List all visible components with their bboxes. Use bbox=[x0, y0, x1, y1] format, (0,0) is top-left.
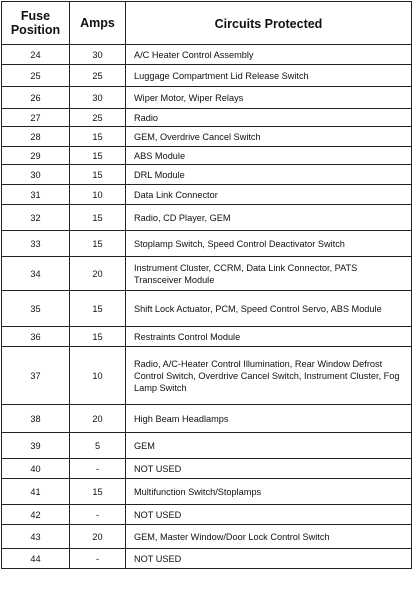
circuit-cell: Luggage Compartment Lid Release Switch bbox=[126, 65, 412, 87]
amps-cell: 20 bbox=[70, 405, 126, 433]
circuit-cell: Radio bbox=[126, 109, 412, 127]
fuse-position-cell: 31 bbox=[2, 185, 70, 205]
fuse-position-cell: 35 bbox=[2, 291, 70, 327]
circuit-cell: Multifunction Switch/Stoplamps bbox=[126, 479, 412, 505]
circuit-cell: ABS Module bbox=[126, 147, 412, 165]
fuse-position-cell: 43 bbox=[2, 525, 70, 549]
circuit-cell: Instrument Cluster, CCRM, Data Link Connector, PATS Transceiver Module bbox=[126, 257, 412, 291]
table-row bbox=[2, 549, 412, 569]
fuse-position-cell: 25 bbox=[2, 65, 70, 87]
circuit-cell: Shift Lock Actuator, PCM, Speed Control Servo, ABS Module bbox=[126, 291, 412, 327]
header-fuse-position: Fuse Position bbox=[2, 2, 70, 45]
circuit-cell: Radio, A/C-Heater Control Illumination, Rear Window Defrost Control Switch, Overdrive Cancel Switch, Instrument Cluster, Fog Lamp Switch bbox=[126, 347, 412, 405]
circuit-cell: Radio, CD Player, GEM bbox=[126, 205, 412, 231]
table-row bbox=[2, 433, 412, 459]
fuse-position-cell: 34 bbox=[2, 257, 70, 291]
circuit-cell: GEM, Master Window/Door Lock Control Switch bbox=[126, 525, 412, 549]
amps-cell: - bbox=[70, 549, 126, 569]
table-row bbox=[2, 109, 412, 127]
fuse-position-cell: 41 bbox=[2, 479, 70, 505]
fuse-position-cell: 42 bbox=[2, 505, 70, 525]
amps-cell: 15 bbox=[70, 479, 126, 505]
amps-cell: 15 bbox=[70, 165, 126, 185]
circuit-cell: Data Link Connector bbox=[126, 185, 412, 205]
table-row bbox=[2, 45, 412, 65]
table-row bbox=[2, 87, 412, 109]
fuse-position-cell: 39 bbox=[2, 433, 70, 459]
amps-cell: 5 bbox=[70, 433, 126, 459]
amps-cell: 15 bbox=[70, 205, 126, 231]
table-row bbox=[2, 231, 412, 257]
fuse-position-cell: 38 bbox=[2, 405, 70, 433]
table-row bbox=[2, 405, 412, 433]
amps-cell: - bbox=[70, 505, 126, 525]
fuse-position-cell: 28 bbox=[2, 127, 70, 147]
amps-cell: 20 bbox=[70, 525, 126, 549]
circuit-cell: NOT USED bbox=[126, 549, 412, 569]
amps-cell: 30 bbox=[70, 45, 126, 65]
amps-cell: 25 bbox=[70, 65, 126, 87]
amps-cell: 15 bbox=[70, 291, 126, 327]
table-row bbox=[2, 127, 412, 147]
circuit-cell: Stoplamp Switch, Speed Control Deactivator Switch bbox=[126, 231, 412, 257]
header-amps: Amps bbox=[70, 2, 126, 45]
amps-cell: 15 bbox=[70, 127, 126, 147]
header-circuits-protected: Circuits Protected bbox=[126, 2, 412, 45]
amps-cell: 15 bbox=[70, 327, 126, 347]
amps-cell: - bbox=[70, 459, 126, 479]
fuse-position-cell: 33 bbox=[2, 231, 70, 257]
table-row bbox=[2, 291, 412, 327]
fuse-position-cell: 27 bbox=[2, 109, 70, 127]
fuse-position-cell: 44 bbox=[2, 549, 70, 569]
table-row bbox=[2, 205, 412, 231]
circuit-cell: NOT USED bbox=[126, 459, 412, 479]
fuse-position-cell: 32 bbox=[2, 205, 70, 231]
table-row bbox=[2, 65, 412, 87]
fuse-position-cell: 26 bbox=[2, 87, 70, 109]
table-row bbox=[2, 147, 412, 165]
fuse-position-cell: 37 bbox=[2, 347, 70, 405]
circuit-cell: GEM, Overdrive Cancel Switch bbox=[126, 127, 412, 147]
amps-cell: 10 bbox=[70, 347, 126, 405]
table-row bbox=[2, 185, 412, 205]
amps-cell: 20 bbox=[70, 257, 126, 291]
table-row bbox=[2, 327, 412, 347]
fuse-position-cell: 36 bbox=[2, 327, 70, 347]
circuit-cell: High Beam Headlamps bbox=[126, 405, 412, 433]
circuit-cell: Wiper Motor, Wiper Relays bbox=[126, 87, 412, 109]
table-body bbox=[2, 45, 412, 569]
table-row bbox=[2, 257, 412, 291]
amps-cell: 30 bbox=[70, 87, 126, 109]
circuit-cell: Restraints Control Module bbox=[126, 327, 412, 347]
fuse-position-cell: 24 bbox=[2, 45, 70, 65]
fuse-position-cell: 30 bbox=[2, 165, 70, 185]
table-row bbox=[2, 525, 412, 549]
table-row bbox=[2, 165, 412, 185]
amps-cell: 10 bbox=[70, 185, 126, 205]
header-row bbox=[2, 2, 412, 45]
amps-cell: 15 bbox=[70, 147, 126, 165]
circuit-cell: GEM bbox=[126, 433, 412, 459]
table-row bbox=[2, 505, 412, 525]
fuse-table bbox=[1, 1, 412, 569]
table-row bbox=[2, 479, 412, 505]
circuit-cell: DRL Module bbox=[126, 165, 412, 185]
table-row bbox=[2, 459, 412, 479]
fuse-table-container bbox=[1, 1, 412, 569]
table-row bbox=[2, 347, 412, 405]
fuse-position-cell: 40 bbox=[2, 459, 70, 479]
fuse-position-cell: 29 bbox=[2, 147, 70, 165]
circuit-cell: NOT USED bbox=[126, 505, 412, 525]
amps-cell: 15 bbox=[70, 231, 126, 257]
amps-cell: 25 bbox=[70, 109, 126, 127]
circuit-cell: A/C Heater Control Assembly bbox=[126, 45, 412, 65]
